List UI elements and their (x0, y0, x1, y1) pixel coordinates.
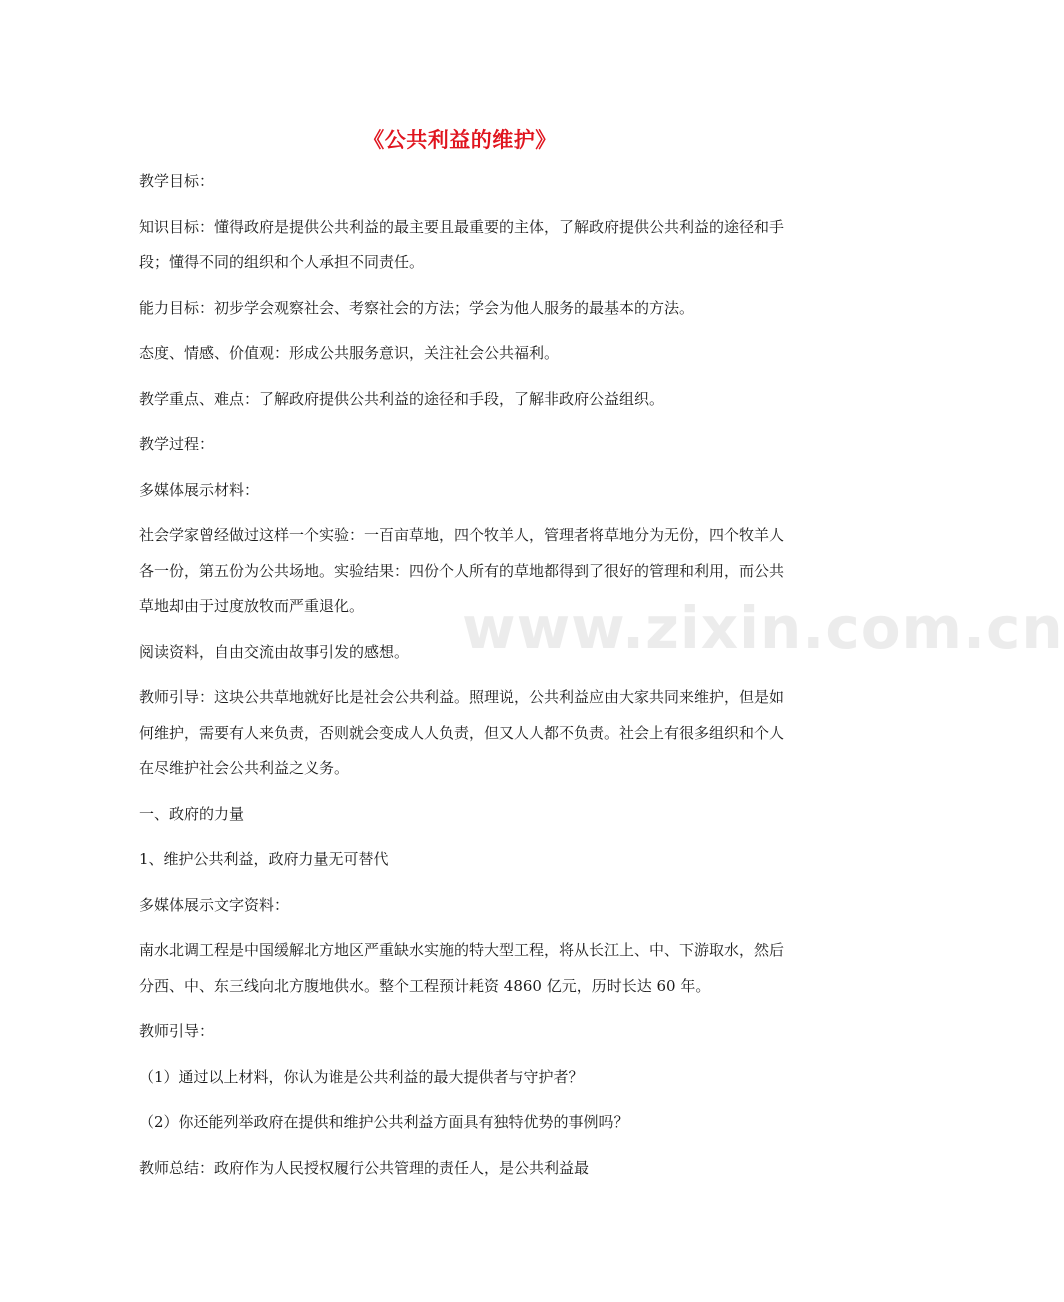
paragraph-teacher-summary: 教师总结：政府作为人民授权履行公共管理的责任人，是公共利益最 (139, 1158, 590, 1177)
paragraph-question-1: （1）通过以上材料，你认为谁是公共利益的最大提供者与守护者？ (139, 1067, 584, 1086)
paragraph-teaching-goals-heading: 教学目标： (139, 172, 215, 190)
paragraph-multimedia-text: 多媒体展示文字资料： (139, 895, 290, 914)
paragraph-ability-goal: 能力目标：初步学会观察社会、考察社会的方法；学会为他人服务的最基本的方法。 (139, 298, 695, 317)
paragraph-south-north-water: 南水北调工程是中国缓解北方地区严重缺水实施的特大型工程，将从长江上、中、下游取水，然后分西、中、东三线向北方腹地供水。整个工程预计耗资 4860 亿元，历时长达 60 年。 (139, 941, 785, 995)
paragraph-multimedia-material: 多媒体展示材料： (139, 480, 260, 499)
watermark: www.zixin.com.cn (462, 594, 1064, 662)
paragraph-teacher-guide-2: 教师引导： (139, 1022, 215, 1040)
paragraph-teaching-process: 教学过程： (139, 435, 215, 453)
section-heading-government: 一、政府的力量 (139, 804, 245, 823)
paragraph-teacher-guide-1: 教师引导：这块公共草地就好比是社会公共利益。照理说，公共利益应由大家共同来维护，但是如何维护，需要有人来负责，否则就会变成人人负责，但又人人都不负责。社会上有很多组织和个人在尽维护社会公共利益之义务。 (139, 688, 785, 777)
document-body (139, 164, 784, 1196)
paragraph-attitude-goal: 态度、情感、价值观：形成公共服务意识，关注社会公共福利。 (139, 344, 560, 362)
paragraph-key-points: 教学重点、难点：了解政府提供公共利益的途径和手段，了解非政府公益组织。 (139, 389, 665, 408)
paragraph-experiment: 社会学家曾经做过这样一个实验：一百亩草地，四个牧羊人，管理者将草地分为无份，四个牧羊人各一份，第五份为公共场地。实验结果：四份个人所有的草地都得到了很好的管理和利用，而公共草地却由于过度放牧而严重退化。 (139, 526, 785, 615)
document-title: 《公共利益的维护》 (363, 128, 557, 152)
paragraph-knowledge-goal: 知识目标：懂得政府是提供公共利益的最主要且最重要的主体，了解政府提供公共利益的途径和手段；懂得不同的组织和个人承担不同责任。 (139, 217, 785, 271)
paragraph-question-2: （2）你还能列举政府在提供和维护公共利益方面具有独特优势的事例吗？ (139, 1113, 629, 1131)
paragraph-reading: 阅读资料，自由交流由故事引发的感想。 (139, 642, 410, 661)
subsection-heading-1: 1、维护公共利益，政府力量无可替代 (139, 850, 389, 868)
